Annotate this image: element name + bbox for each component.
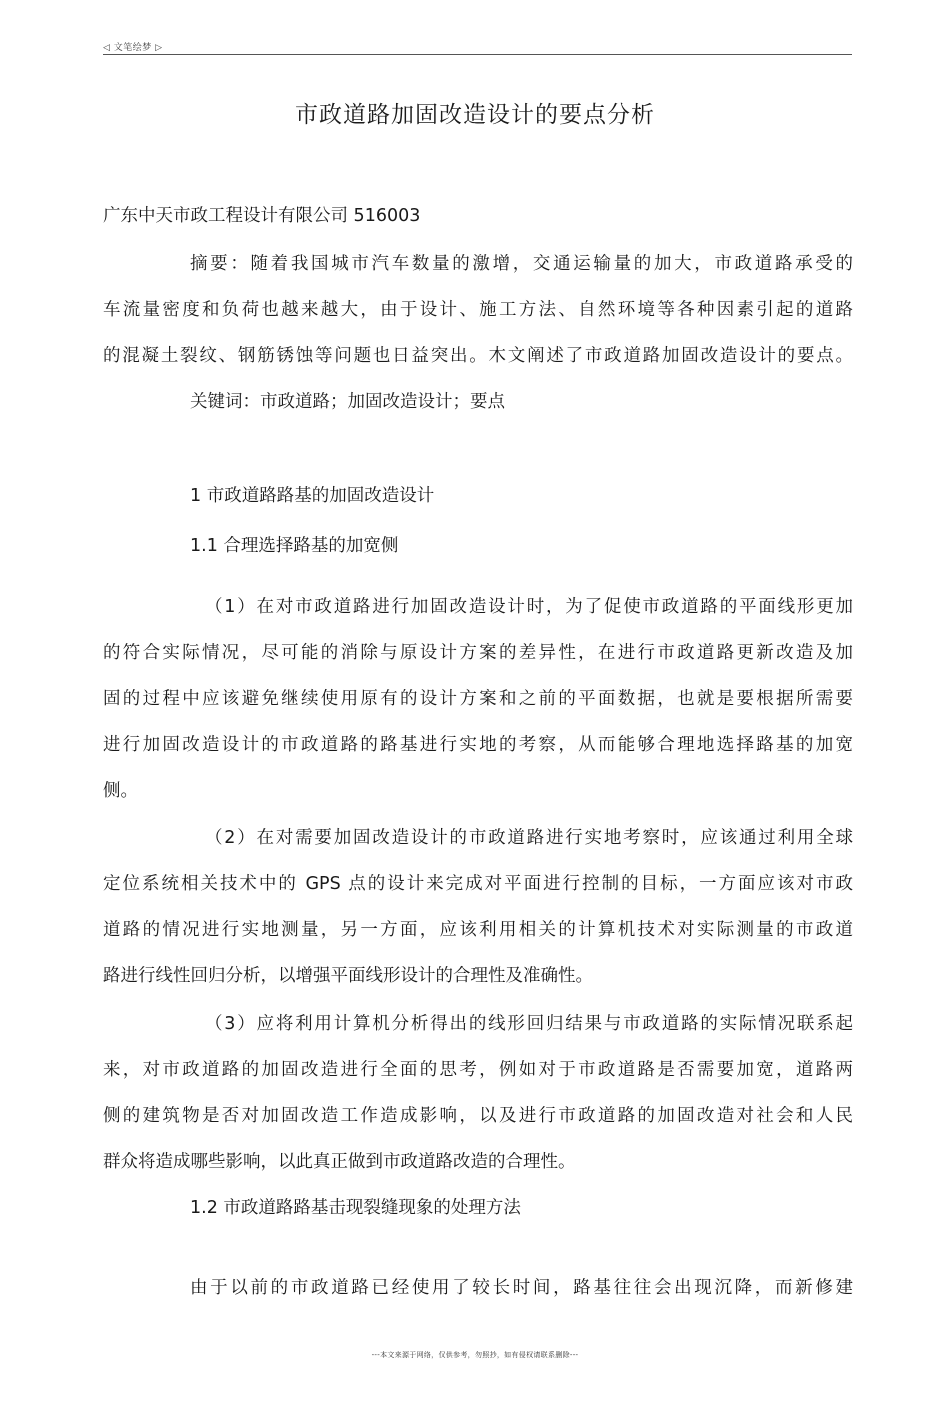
abstract-line: 车流量密度和负荷也越来越大，由于设计、施工方法、自然环境等各种因素引起的道路: [103, 300, 853, 320]
affiliation: 广东中天市政工程设计有限公司 516003: [103, 206, 421, 226]
paragraph-line: （1）在对市政道路进行加固改造设计时，为了促使市政道路的平面线形更加: [205, 597, 853, 617]
page-header: ◁ 文笔绘梦 ▷: [103, 43, 163, 53]
document-title: 市政道路加固改造设计的要点分析: [295, 102, 655, 128]
header-rule: [103, 54, 852, 55]
paragraph-line: 定位系统相关技术中的 GPS 点的设计来完成对平面进行控制的目标，一方面应该对市政: [103, 874, 853, 894]
paragraph-line: 群众将造成哪些影响，以此真正做到市政道路改造的合理性。: [103, 1152, 576, 1172]
paragraph-line: 的符合实际情况，尽可能的消除与原设计方案的差异性，在进行市政道路更新改造及加: [103, 643, 853, 663]
paragraph-line: 来，对市政道路的加固改造进行全面的思考，例如对于市政道路是否需要加宽，道路两: [103, 1060, 853, 1080]
subsection-heading: 1.1 合理选择路基的加宽侧: [190, 536, 399, 556]
abstract-line: 摘要：随着我国城市汽车数量的激增，交通运输量的加大，市政道路承受的: [190, 254, 853, 274]
keywords: 关键词：市政道路；加固改造设计；要点: [190, 392, 505, 412]
paragraph-line: （2）在对需要加固改造设计的市政道路进行实地考察时，应该通过利用全球: [205, 828, 853, 848]
subsection-heading: 1.2 市政道路路基击现裂缝现象的处理方法: [190, 1198, 521, 1218]
paragraph-line: 侧。: [103, 781, 138, 801]
section-heading: 1 市政道路路基的加固改造设计: [190, 486, 435, 506]
page-footer: ---本文来源于网络，仅供参考，勿照抄，如有侵权请联系删除---: [371, 1351, 579, 1359]
abstract-line: 的混凝土裂纹、钢筋锈蚀等问题也日益突出。木文阐述了市政道路加固改造设计的要点。: [103, 346, 853, 366]
paragraph-line: 固的过程中应该避免继续使用原有的设计方案和之前的平面数据，也就是要根据所需要: [103, 689, 853, 709]
paragraph-line: 路进行线性回归分析，以增强平面线形设计的合理性及准确性。: [103, 966, 593, 986]
paragraph-line: 侧的建筑物是否对加固改造工作造成影响，以及进行市政道路的加固改造对社会和人民: [103, 1106, 853, 1126]
paragraph-line: 道路的情况进行实地测量，另一方面，应该利用相关的计算机技术对实际测量的市政道: [103, 920, 853, 940]
paragraph-line: 由于以前的市政道路已经使用了较长时间，路基往往会出现沉降，而新修建: [190, 1278, 853, 1298]
paragraph-line: （3）应将利用计算机分析得出的线形回归结果与市政道路的实际情况联系起: [205, 1014, 853, 1034]
paragraph-line: 进行加固改造设计的市政道路的路基进行实地的考察，从而能够合理地选择路基的加宽: [103, 735, 853, 755]
